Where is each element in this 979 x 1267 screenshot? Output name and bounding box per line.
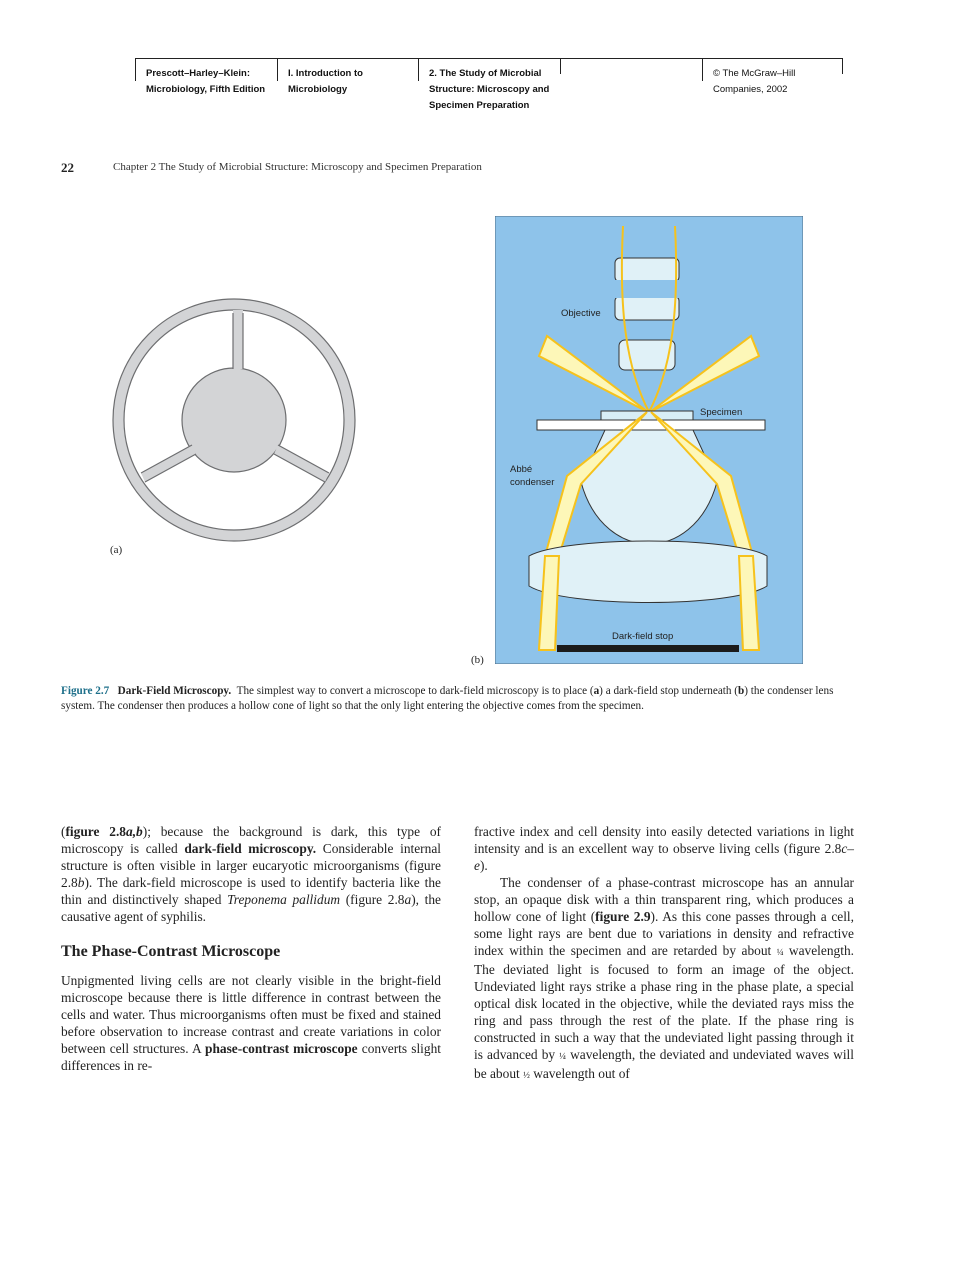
paragraph-text: ). As this cone passes through a cell, some light rays are bent due to variations in density and refractive index within the specimen and are retarded by about xyxy=(474,909,854,958)
figure-reference: figure 2.8 xyxy=(65,824,126,839)
caption-text: ) a dark-field stop underneath ( xyxy=(599,685,739,697)
header-part-cell xyxy=(277,58,363,95)
darkfield-stop-diagram xyxy=(108,295,358,575)
fraction-quarter: ¼ xyxy=(559,1051,566,1061)
running-head: Chapter 2 The Study of Microbial Structure: Microscopy and Specimen Preparation xyxy=(113,161,482,173)
label-objective: Objective xyxy=(561,308,601,319)
microscope-slide xyxy=(537,420,765,430)
stop-spoke-top xyxy=(233,310,243,369)
header-copyright-line1: © The McGraw–Hill xyxy=(713,68,796,79)
caption-figure-number: Figure 2.7 xyxy=(61,685,110,697)
key-term: dark-field microscopy. xyxy=(184,841,317,856)
paragraph-text: fractive index and cell density into easily detected variations in light intensity and is an excellent way to observe living cells (figure 2.8 xyxy=(474,824,854,856)
paragraph-text: ). xyxy=(479,858,488,873)
figure-reference-suffix: a xyxy=(404,892,412,907)
paragraph xyxy=(474,823,854,874)
species-name: Treponema pallidum xyxy=(227,892,341,907)
stop-central-disk xyxy=(182,368,286,472)
header-book-cell xyxy=(135,58,266,95)
header-part-line2: Microbiology xyxy=(288,84,348,95)
header-chapter-line2: Structure: Microscopy and xyxy=(429,84,550,95)
figure-caption xyxy=(61,684,851,714)
panel-b-label: (b) xyxy=(471,654,484,666)
figure-reference-suffix: a,b xyxy=(126,824,143,839)
darkfield-microscope-diagram xyxy=(495,216,803,664)
figure-reference-suffix: c–e xyxy=(474,841,854,873)
header-end-divider xyxy=(842,58,843,74)
label-abbe-line2: condenser xyxy=(510,477,555,488)
paragraph-text: (figure 2.8 xyxy=(340,892,405,907)
paragraph-text: wavelength. The deviated light is focused to form an image of the object. Undeviated light rays strike a phase ring in the phase plate, a special optical disk located in the objective, while the deviated rays miss the ring and pass through the rest of the plate. If the phase ring is constructed in such a way that the undeviated light passing through it is advanced by xyxy=(474,943,854,1062)
figure-reference-suffix: b xyxy=(77,875,85,890)
header-copyright-line2: Companies, 2002 xyxy=(713,84,788,95)
paragraph: (figure 2.8a,b); because the background is dark, this type of microscopy is called dark-field microscopy. Considerable internal structure is often visible in larger eucaryotic microorganisms (figure 2.8b). The dark-field microscope is used to identify bacteria like the thin and distinctively shaped Treponema pallidum (figure 2.8a), the causative agent of syphilis. xyxy=(61,824,441,924)
label-specimen: Specimen xyxy=(700,407,743,418)
header-book-line1: Prescott–Harley–Klein: xyxy=(146,68,251,79)
paragraph-text: wavelength, the deviated and undeviated waves will be about xyxy=(474,1047,854,1081)
darkfield-stop xyxy=(557,645,739,652)
paragraph-text: ). The dark-field microscope is used to identify bacteria like the thin and distinctively shaped xyxy=(61,875,441,907)
label-darkfield-stop: Dark-field stop xyxy=(612,631,674,642)
caption-ref-a: a xyxy=(593,685,600,697)
caption-ref-b: b xyxy=(738,685,745,697)
fraction-quarter: ¼ xyxy=(776,947,784,957)
figure-reference: figure 2.9 xyxy=(595,909,651,924)
caption-text: ) the condenser lens system. The condenser then produces a hollow cone of light so that the only light entering the objective comes from the specimen. xyxy=(61,685,834,712)
paragraph-text: The condenser of a phase-contrast microscope has an annular stop, an opaque disk with a thin transparent ring, which produces a hollow cone of light ( xyxy=(474,875,854,924)
header-copyright-cell xyxy=(702,58,796,95)
header-rule xyxy=(135,58,843,59)
header-chapter-line3: Specimen Preparation xyxy=(429,100,530,111)
header-chapter-line1: 2. The Study of Microbial xyxy=(429,68,542,79)
header-book-line2: Microbiology, Fifth Edition xyxy=(146,84,266,95)
paragraph xyxy=(61,972,441,1074)
page-number: 22 xyxy=(61,160,74,175)
paragraph-text: wavelength out of xyxy=(529,1066,630,1081)
paragraph-text: ); because the background is dark, this type of microscopy is called xyxy=(61,824,441,856)
key-term: phase-contrast microscope xyxy=(205,1041,358,1056)
caption-text: The simplest way to convert a microscope to dark-field microscopy is to place ( xyxy=(236,685,594,697)
panel-a-label: (a) xyxy=(110,544,123,556)
paragraph xyxy=(474,874,854,1084)
header-divider xyxy=(560,58,561,74)
body-column-left xyxy=(61,823,441,1074)
paragraph-text: Considerable internal structure is often visible in larger eucaryotic microorganisms (figure 2.8 xyxy=(61,841,441,890)
fraction-half: ½ xyxy=(523,1070,530,1080)
running-header xyxy=(135,58,843,118)
header-chapter-cell xyxy=(418,58,550,111)
section-heading: The Phase-Contrast Microscope xyxy=(61,943,281,960)
paragraph-text: ), the causative agent of syphilis. xyxy=(61,892,441,924)
label-abbe-line1: Abbé xyxy=(510,464,533,475)
body-column-right xyxy=(474,823,854,1084)
paragraph-text: converts slight differences in re- xyxy=(61,1041,441,1073)
caption-title: Dark-Field Microscopy. xyxy=(117,685,232,697)
paragraph-text: Unpigmented living cells are not clearly visible in the bright-field microscope because there is little difference in contrast between the cells and water. Thus microorganisms often must be fixed and stained before observation to increase contrast and create variations in color between cell structures. A xyxy=(61,973,441,1056)
header-part-line1: I. Introduction to xyxy=(288,68,363,79)
condenser-lower-lens xyxy=(529,541,767,603)
